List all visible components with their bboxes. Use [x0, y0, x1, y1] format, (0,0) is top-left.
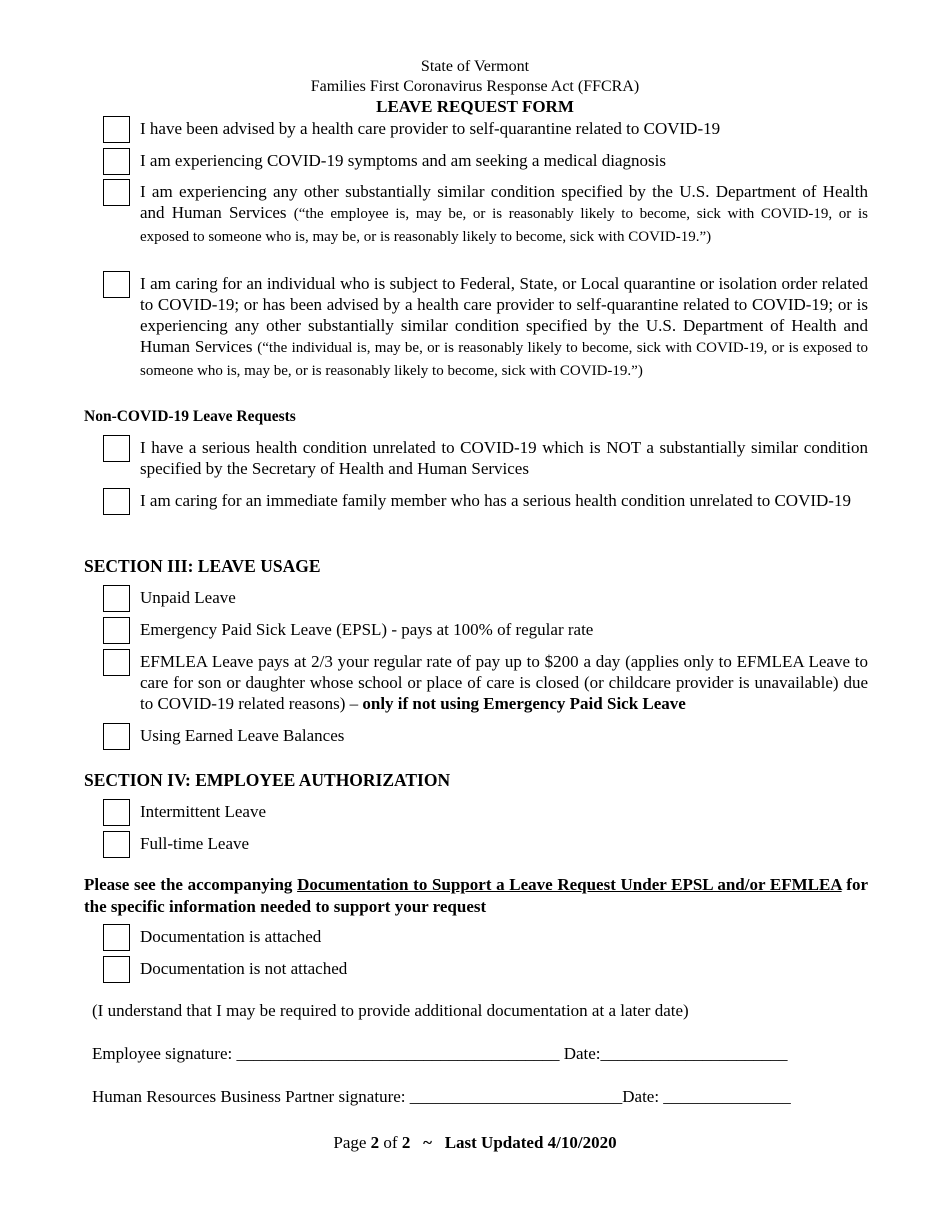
option-text: EFMLEA Leave pays at 2/3 your regular rate of pay up to $200 a day (applies only to EFMLEA Leave to care for son or daughter whose school or place of care is closed (or childcare provider is unavailable) due to COVID-19 related reasons) – [140, 652, 868, 713]
option-label [140, 181, 868, 248]
page-of: of [383, 1133, 398, 1152]
option-label: Using Earned Leave Balances [140, 726, 345, 745]
option-text: I am experiencing any other substantially similar condition specified by the U.S. Department of Health and Human Services [140, 182, 868, 222]
option-label: Intermittent Leave [140, 802, 267, 821]
checkbox[interactable] [103, 585, 130, 612]
checkbox[interactable] [103, 649, 130, 676]
last-updated: Last Updated 4/10/2020 [444, 1133, 617, 1152]
form-title: LEAVE REQUEST FORM [376, 97, 574, 116]
option-text: I am caring for an individual who is subject to Federal, State, or Local quarantine or isolation order related to COVID-19; or has been advised by a health care provider to self-quarantine related to COVID-19; or is experiencing any other substantially similar condition specified by the U.S. Department of Health and Human Services [140, 274, 868, 356]
page-total: 2 [401, 1133, 411, 1152]
page-prefix: Page [333, 1133, 367, 1152]
footer-separator: ~ [423, 1133, 432, 1152]
checkbox[interactable] [103, 924, 130, 951]
option-note: (“the employee is, may be, or is reasonably likely to become, sick with COVID-19, or is exposed to someone who is, may be, or is reasonably likely to become, sick with COVID-19.”) [140, 206, 868, 245]
page-footer [0, 1133, 950, 1153]
hr-signature-line[interactable]: Human Resources Business Partner signature: _________________________Date: _______________ [92, 1087, 791, 1106]
checkbox[interactable] [103, 488, 130, 515]
option-label [140, 651, 868, 714]
documentation-reference[interactable]: Documentation to Support a Leave Request Under EPSL and/or EFMLEA [297, 875, 842, 894]
option-label: Full-time Leave [140, 834, 250, 853]
checkbox[interactable] [103, 271, 130, 298]
documentation-lead: Please see the accompanying [84, 875, 293, 894]
option-label: I have a serious health condition unrelated to COVID-19 which is NOT a substantially similar condition specified by the Secretary of Health and Human Services [140, 438, 868, 478]
option-note: (“the individual is, may be, or is reasonably likely to become, sick with COVID-19, or is exposed to someone who is, may be, or is reasonably likely to become, sick with COVID-19.”) [140, 340, 868, 379]
section-3-heading: SECTION III: LEAVE USAGE [84, 556, 321, 576]
checkbox[interactable] [103, 617, 130, 644]
checkbox[interactable] [103, 435, 130, 462]
option-label: I am caring for an immediate family member who has a serious health condition unrelated to COVID-19 [140, 491, 851, 510]
checkbox[interactable] [103, 723, 130, 750]
option-label: I have been advised by a health care provider to self-quarantine related to COVID-19 [140, 119, 721, 138]
non-covid-heading: Non-COVID-19 Leave Requests [84, 408, 296, 425]
option-label: Documentation is not attached [140, 959, 348, 978]
act-title: Families First Coronavirus Response Act (FFCRA) [310, 78, 640, 95]
section-4-heading: SECTION IV: EMPLOYEE AUTHORIZATION [84, 770, 451, 790]
employee-signature-line[interactable]: Employee signature: ______________________________________ Date:______________________ [92, 1044, 788, 1063]
option-label [140, 273, 868, 382]
documentation-tail: for the specific information needed to support your request [84, 875, 868, 916]
checkbox[interactable] [103, 799, 130, 826]
option-label: I am experiencing COVID-19 symptoms and am seeking a medical diagnosis [140, 151, 666, 170]
option-label: Emergency Paid Sick Leave (EPSL) - pays at 100% of regular rate [140, 620, 594, 639]
checkbox[interactable] [103, 116, 130, 143]
checkbox[interactable] [103, 148, 130, 175]
checkbox[interactable] [103, 831, 130, 858]
checkbox[interactable] [103, 956, 130, 983]
option-label: Unpaid Leave [140, 588, 236, 607]
state-title: State of Vermont [420, 58, 530, 75]
option-label: Documentation is attached [140, 927, 322, 946]
documentation-note: (I understand that I may be required to provide additional documentation at a later date) [92, 1001, 689, 1020]
page-number: 2 [370, 1133, 380, 1152]
documentation-instructions [84, 874, 868, 918]
checkbox[interactable] [103, 179, 130, 206]
option-emphasis: only if not using Emergency Paid Sick Leave [362, 694, 686, 713]
